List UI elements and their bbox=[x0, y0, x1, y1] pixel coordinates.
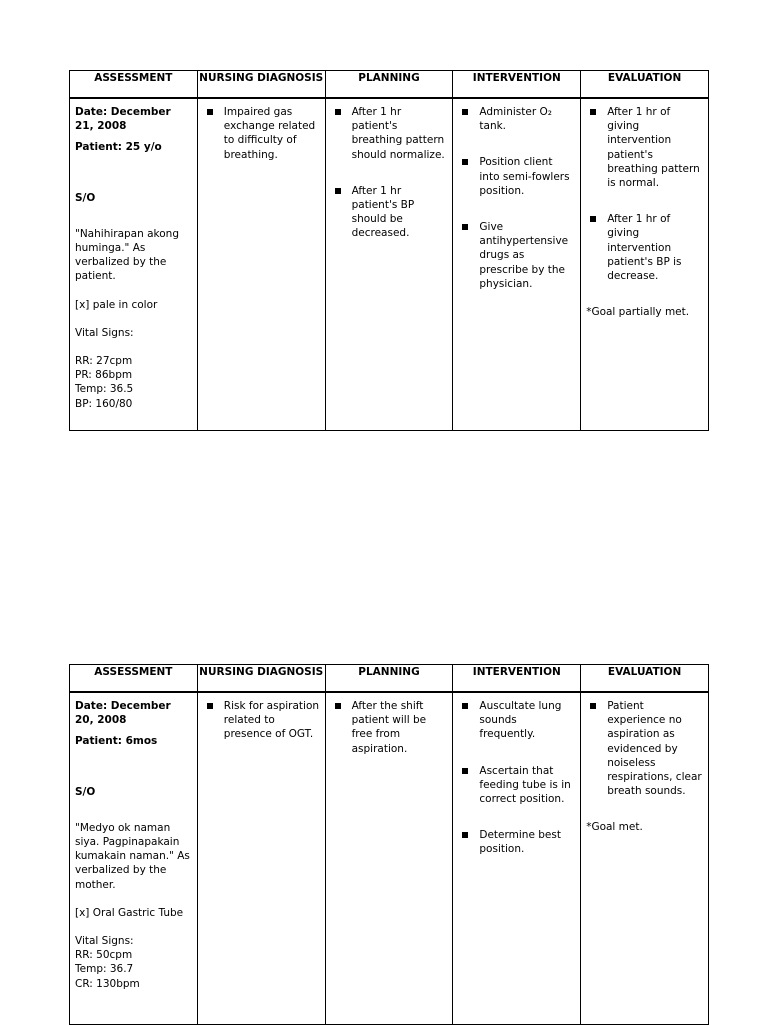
assessment-patient: Patient: 6mos bbox=[75, 735, 158, 748]
header-row bbox=[70, 665, 709, 693]
intervention-list bbox=[458, 105, 575, 291]
header-nursing-diagnosis: NURSING DIAGNOSIS bbox=[197, 665, 325, 693]
list-item: Patient experience no aspiration as evidenced by noiseless respirations, clear breath sounds. bbox=[607, 700, 702, 798]
assessment-quote: "Nahihirapan akong huminga." As verbalized by the patient. bbox=[75, 227, 179, 283]
header-intervention: INTERVENTION bbox=[453, 665, 581, 693]
evaluation-list bbox=[586, 105, 703, 283]
intervention-cell bbox=[453, 692, 581, 1025]
header-evaluation: EVALUATION bbox=[581, 665, 709, 693]
planning-list bbox=[331, 105, 448, 241]
vital-signs-label: Vital Signs: bbox=[75, 326, 134, 339]
body-row bbox=[70, 98, 709, 431]
planning-list bbox=[331, 699, 448, 756]
care-plan-table-1 bbox=[69, 70, 709, 431]
assessment-so: S/O bbox=[75, 785, 96, 798]
planning-cell bbox=[325, 98, 453, 431]
assessment-cell bbox=[70, 692, 198, 1025]
diagnosis-list bbox=[203, 105, 320, 162]
list-item: Determine best position. bbox=[479, 828, 575, 856]
assessment-date: Date: December 21, 2008 bbox=[75, 106, 171, 133]
header-planning: PLANNING bbox=[325, 71, 453, 99]
vital-sign: Temp: 36.7 bbox=[75, 963, 134, 976]
list-item: Impaired gas exchange related to difficulty of breathing. bbox=[224, 105, 320, 162]
diagnosis-cell bbox=[197, 692, 325, 1025]
care-plan-table-2 bbox=[69, 664, 709, 1025]
intervention-cell bbox=[453, 98, 581, 431]
list-item: After 1 hr patient's breathing pattern should normalize. bbox=[352, 105, 448, 162]
goal-status: *Goal met. bbox=[586, 821, 643, 834]
evaluation-cell bbox=[581, 692, 709, 1025]
vital-sign: RR: 27cpm bbox=[75, 355, 133, 368]
assessment-so: S/O bbox=[75, 191, 96, 204]
header-row bbox=[70, 71, 709, 99]
list-item: Administer O₂ tank. bbox=[479, 105, 575, 133]
vital-sign: BP: 160/80 bbox=[75, 397, 133, 410]
header-assessment: ASSESSMENT bbox=[70, 71, 198, 99]
vital-sign: PR: 86bpm bbox=[75, 369, 133, 382]
vital-sign: RR: 50cpm bbox=[75, 949, 133, 962]
assessment-quote: "Medyo ok naman siya. Pagpinapakain kumakain naman." As verbalized by the mother. bbox=[75, 821, 190, 891]
evaluation-cell bbox=[581, 98, 709, 431]
assessment-observation: [x] Oral Gastric Tube bbox=[75, 906, 184, 919]
header-nursing-diagnosis: NURSING DIAGNOSIS bbox=[197, 71, 325, 99]
header-planning: PLANNING bbox=[325, 665, 453, 693]
assessment-cell bbox=[70, 98, 198, 431]
list-item: After the shift patient will be free from aspiration. bbox=[352, 699, 448, 756]
intervention-list bbox=[458, 699, 575, 857]
assessment-patient: Patient: 25 y/o bbox=[75, 141, 162, 154]
planning-cell bbox=[325, 692, 453, 1025]
vital-sign: Temp: 36.5 bbox=[75, 383, 134, 396]
evaluation-list bbox=[586, 699, 703, 798]
assessment-date: Date: December 20, 2008 bbox=[75, 700, 171, 727]
list-item: Auscultate lung sounds frequently. bbox=[479, 699, 575, 742]
diagnosis-list bbox=[203, 699, 320, 742]
list-item: After 1 hr patient's BP should be decreased. bbox=[352, 184, 448, 241]
diagnosis-cell bbox=[197, 98, 325, 431]
list-item: Position client into semi-fowlers position. bbox=[479, 155, 575, 198]
goal-status: *Goal partially met. bbox=[586, 306, 690, 319]
list-item: Give antihypertensive drugs as prescribe by the physician. bbox=[479, 220, 575, 291]
list-item: After 1 hr of giving intervention patient's BP is decrease. bbox=[607, 212, 703, 283]
list-item: After 1 hr of giving intervention patient's breathing pattern is normal. bbox=[607, 105, 703, 190]
vital-sign: CR: 130bpm bbox=[75, 977, 140, 990]
list-item: Risk for aspiration related to presence of OGT. bbox=[223, 700, 320, 741]
assessment-observation: [x] pale in color bbox=[75, 298, 158, 311]
header-intervention: INTERVENTION bbox=[453, 71, 581, 99]
header-evaluation: EVALUATION bbox=[581, 71, 709, 99]
header-assessment: ASSESSMENT bbox=[70, 665, 198, 693]
list-item: Ascertain that feeding tube is in correct position. bbox=[479, 764, 575, 807]
body-row bbox=[70, 692, 709, 1025]
vital-signs-label: Vital Signs: bbox=[75, 935, 134, 948]
